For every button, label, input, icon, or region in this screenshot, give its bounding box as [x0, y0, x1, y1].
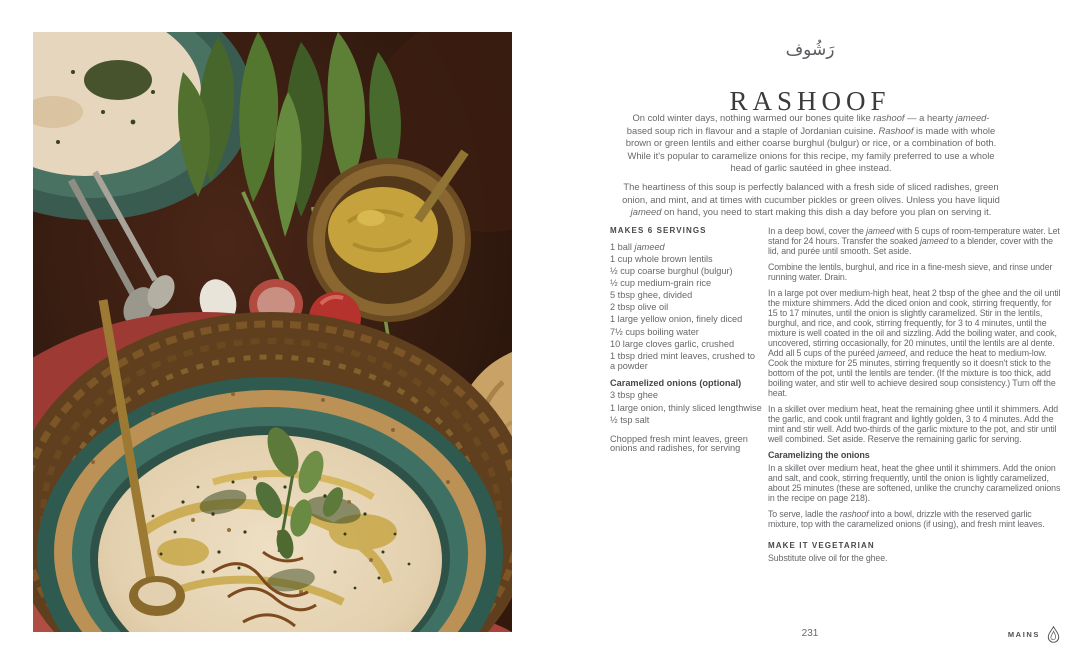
food-photo	[33, 32, 512, 632]
method-paragraph: In a skillet over medium heat, heat the ghee until it shimmers. Add the onion and salt, and cook, stirring frequently, until the onion is lightly caramelized, about 25 minutes (these are softened, unlike the crunchy caramelized onions in the recipe on page 218).	[768, 463, 1061, 503]
vegetarian-text: Substitute olive oil for the ghee.	[768, 553, 888, 563]
section-label: MAINS	[1007, 630, 1040, 639]
method-subhead: Caramelizing the onions	[768, 450, 870, 460]
arabic-title: رَشُوف	[785, 40, 835, 60]
page-number: 231	[801, 628, 819, 639]
method-column	[768, 226, 1061, 563]
method-paragraph: To serve, ladle the rashoof into a bowl, drizzle with the reserved garlic mixture, top with the caramelized onions (if using), and fresh mint leaves.	[768, 509, 1045, 529]
ingredient-item: 1 cup whole brown lentils	[610, 254, 713, 264]
section-footer	[960, 626, 1060, 643]
method-paragraph: In a skillet over medium heat, heat the remaining ghee until it shimmers. Add the garlic, and cook until fragrant and lightly golden, 3 to 4 minutes. Add the mint and stir well. Add two-thirds of the garlic mixture to the pot, and stir until well combined. Set aside. Reserve the remaining garlic for serving.	[768, 404, 1059, 444]
ingredient-item: ½ cup medium-grain rice	[610, 278, 712, 289]
ingredient-item: 5 tbsp ghee, divided	[610, 290, 693, 301]
ingredient-item: 1 ball jameed	[610, 241, 665, 252]
recipe-title: RASHOOF	[729, 86, 891, 117]
optional-ingredients-header: Caramelized onions (optional)	[610, 377, 742, 388]
intro-paragraph: The heartiness of this soup is perfectly balanced with a fresh side of sliced radishes, green onion, and mint, and at times with cucumber pickles or green olives. Unless you have liquid jameed on hand, you need to start making this dish a day before you plan on serving it.	[622, 180, 1000, 218]
method-paragraph: In a deep bowl, cover the jameed with 5 cups of room-temperature water. Let stand for 24 hours. Transfer the soaked jameed to a blender, cover with the lid, and purée until smooth. Set aside.	[768, 226, 1060, 256]
ingredient-item: ½ cup coarse burghul (bulgur)	[610, 266, 733, 277]
recipe-intro	[622, 112, 1000, 225]
ingredient-item: 2 tbsp olive oil	[610, 302, 669, 313]
method-paragraph: Combine the lentils, burghul, and rice in a fine-mesh sieve, and rinse under running water. Drain.	[768, 262, 1053, 282]
ingredient-item: 3 tbsp ghee	[610, 390, 659, 401]
ingredient-item: 7½ cups boiling water	[610, 326, 699, 337]
vegetarian-note	[768, 541, 1061, 563]
intro-paragraph: On cold winter days, nothing warmed our bones quite like rashoof — a hearty jameed-based soup rich in flavour and a staple of Jordanian cuisine. Rashoof is made with whole brown or green lentils and either coarse burghul (bulgur) or rice, or a combination of both. While it's popular to caramelize onions for this recipe, my family preferred to use a whole head of garlic sautéed in ghee instead.	[625, 112, 997, 174]
ingredient-item: 10 large cloves garlic, crushed	[610, 338, 735, 349]
ingredient-item: ½ tsp salt	[610, 414, 650, 425]
servings-header: MAKES 6 SERVINGS	[610, 226, 707, 235]
ingredient-item: 1 large onion, thinly sliced lengthwise	[610, 402, 762, 413]
serving-note: Chopped fresh mint leaves, green onions and radishes, for serving	[610, 433, 748, 454]
ingredient-item: 1 large yellow onion, finely diced	[610, 314, 743, 325]
ingredient-item: 1 tbsp dried mint leaves, crushed to a powder	[610, 350, 756, 371]
method-paragraph: In a large pot over medium-high heat, heat 2 tbsp of the ghee and the oil until the mixture shimmers. Add the diced onion and cook, stirring frequently, for 15 to 17 minutes, until the onion is slightly caramelized. Stir in the lentils, burghul, and rice, and cook, stirring frequently, for 3 to 4 minutes, until the mixture is well coated in the oil and sizzling. Add the boiling water, and cook, uncovered, stirring occasionally, for 20 minutes, until the lentils are al dente. Add all 5 cups of the puréed jameed, and reduce the heat to medium-low. Cook the mixture for 25 minutes, stirring frequently so it doesn't stick to the bottom of the pot, until the lentils are tender. (If the mixture is too thick, add boiling water, and stir well to achieve desired soup consistency.) Turn off the heat.	[768, 288, 1061, 398]
drop-emblem-icon	[1047, 626, 1060, 643]
food-photo-illustration	[33, 32, 512, 632]
ingredients-column	[610, 226, 762, 457]
vegetarian-header: MAKE IT VEGETARIAN	[768, 541, 875, 550]
